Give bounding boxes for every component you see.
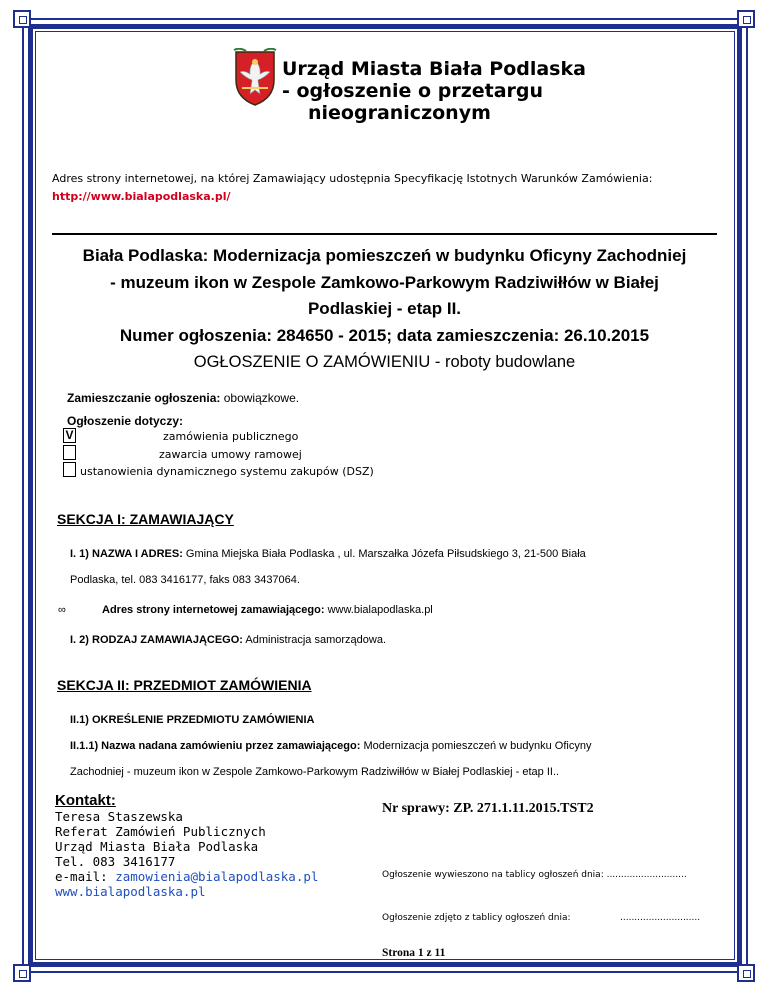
section2-sub1: II.1) OKREŚLENIE PRZEDMIOTU ZAMÓWIENIA [70, 714, 315, 726]
section1-name-line [70, 548, 586, 560]
option-dps: ustanowienia dynamicznego systemu zakupów (DSZ) [80, 465, 374, 478]
contact-block [55, 792, 318, 899]
checkbox-public-contract[interactable]: V [63, 428, 76, 443]
option-public-contract: zamówienia publicznego [163, 430, 299, 443]
section1-name-label: I. 1) NAZWA I ADRES: [70, 548, 183, 560]
section2-name-value-cont: Zachodniej - muzeum ikon w Zespole Zamkowo-Parkowym Radziwiłłów w Białej Podlaskiej - etap II.. [70, 766, 560, 778]
removed-date-blank: ............................ [620, 913, 701, 923]
notice-title-line1: Biała Podlaska: Modernizacja pomieszczeń w budynku Oficyny Zachodniej [82, 246, 687, 265]
notice-title [52, 243, 717, 376]
document-header [230, 48, 650, 128]
removed-date-label: Ogłoszenie zdjęto z tablicy ogłoszeń dnia: [382, 913, 571, 923]
horizontal-rule [52, 233, 717, 235]
page-number: Strona 1 z 11 [382, 947, 446, 959]
contact-www-link[interactable]: www.bialapodlaska.pl [55, 884, 206, 899]
section1-www-value[interactable]: www.bialapodlaska.pl [327, 604, 433, 616]
contact-title: Kontakt: [55, 792, 116, 809]
placement-value: obowiązkowe. [223, 391, 300, 405]
section2-name-line [70, 740, 591, 752]
office-title-line3: nieograniczonym [308, 102, 491, 124]
notice-title-line2: - muzeum ikon w Zespole Zamkowo-Parkowym Radziwiłłów w Białej [110, 272, 659, 292]
siwz-url-info: Adres strony internetowej, na której Zamawiający udostępnia Specyfikację Istotnych Warunków Zamówienia: [52, 172, 653, 185]
case-number: Nr sprawy: ZP. 271.1.11.2015.TST2 [382, 801, 594, 816]
option-framework-agreement: zawarcia umowy ramowej [159, 448, 302, 461]
contact-department: Referat Zamówień Publicznych [55, 824, 266, 839]
contact-office: Urząd Miasta Biała Podlaska [55, 839, 259, 854]
notice-title-line3: Podlaskiej - etap II. [307, 299, 462, 318]
contact-email-line [55, 869, 318, 884]
notice-number: Numer ogłoszenia: 284650 - 2015; data zamieszczenia: 26.10.2015 [119, 325, 650, 345]
frame-corner-top-left [13, 10, 31, 28]
section1-type-value: Administracja samorządowa. [245, 634, 387, 646]
section1-name-value-cont: Podlaska, tel. 083 3416177, faks 083 3437064. [70, 574, 300, 586]
section1-www-label: Adres strony internetowej zamawiającego: [102, 604, 325, 616]
concerns-label: Ogłoszenie dotyczy: [67, 414, 184, 428]
placement-line [67, 391, 299, 405]
posted-date-line: Ogłoszenie wywieszono na tablicy ogłoszeń dnia: ............................ [382, 870, 687, 880]
frame-corner-bottom-left [13, 964, 31, 982]
office-title-line1: Urząd Miasta Biała Podlaska [282, 58, 586, 80]
placement-label: Zamieszczanie ogłoszenia: [67, 391, 221, 405]
coat-of-arms-icon [230, 48, 280, 108]
section2-heading: SEKCJA II: PRZEDMIOT ZAMÓWIENIA [57, 677, 312, 693]
section1-name-value: Gmina Miejska Biała Podlaska , ul. Marszałka Józefa Piłsudskiego 3, 21-500 Biała [185, 548, 586, 560]
siwz-url-link[interactable]: http://www.bialapodlaska.pl/ [52, 190, 231, 203]
removed-date-line [382, 913, 701, 923]
contact-phone: Tel. 083 3416177 [55, 854, 176, 869]
contact-person: Teresa Staszewska [55, 809, 183, 824]
office-title-line2: - ogłoszenie o przetargu [282, 80, 544, 102]
contact-email-label: e-mail: [55, 869, 108, 884]
office-title [282, 58, 586, 124]
contact-email-link[interactable]: zamowienia@bialapodlaska.pl [115, 869, 319, 884]
section1-heading: SEKCJA I: ZAMAWIAJĄCY [57, 511, 234, 527]
section2-name-value: Modernizacja pomieszczeń w budynku Oficyny [363, 740, 592, 752]
checkbox-framework-agreement[interactable] [63, 445, 76, 460]
frame-corner-bottom-right [737, 964, 755, 982]
frame-corner-top-right [737, 10, 755, 28]
section1-www-line [102, 604, 433, 616]
notice-type: OGŁOSZENIE O ZAMÓWIENIU - roboty budowlane [193, 353, 576, 371]
section1-type-line [70, 634, 386, 646]
section2-name-label: II.1.1) Nazwa nadana zamówieniu przez zamawiającego: [70, 740, 361, 752]
checkbox-dps[interactable] [63, 462, 76, 477]
bullet-icon: ∞ [58, 604, 66, 616]
section1-type-label: I. 2) RODZAJ ZAMAWIAJĄCEGO: [70, 634, 243, 646]
